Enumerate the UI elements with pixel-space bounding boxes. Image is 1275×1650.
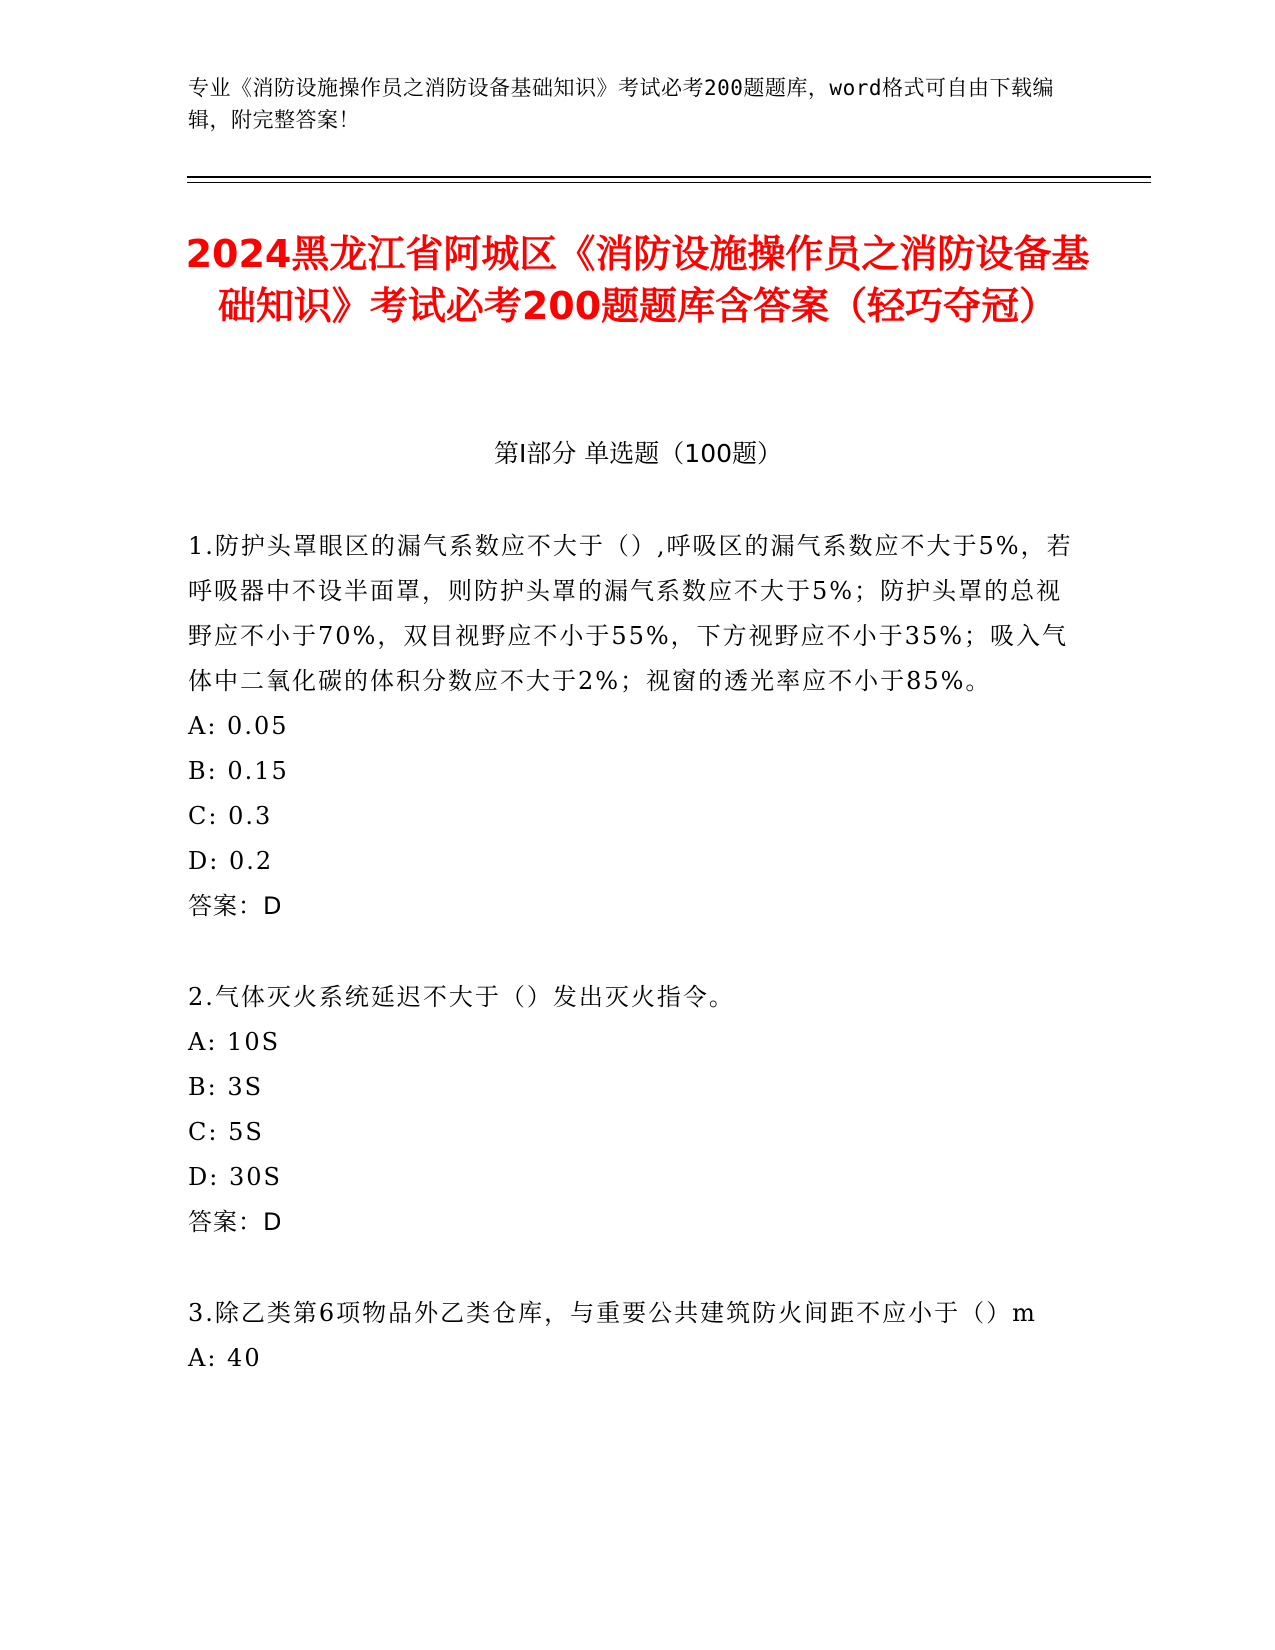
header-divider-thin: [187, 182, 1151, 183]
option-c: C: 0.3: [188, 802, 273, 830]
option-b: B: 3S: [188, 1073, 264, 1101]
option-b: B: 0.15: [188, 757, 289, 785]
option-d: D: 0.2: [188, 847, 274, 875]
question-stem: 2.气体灭火系统延迟不大于（）发出灭火指令。: [188, 983, 735, 1011]
question-3: [188, 1291, 1078, 1381]
question-stem: 1.防护头罩眼区的漏气系数应不大于（）,呼吸区的漏气系数应不大于5%，若呼吸器中不设半面罩，则防护头罩的漏气系数应不大于5%；防护头罩的总视野应不小于70%，双目视野应不小于55%，下方视野应不小于35%；吸入气体中二氧化碳的体积分数应不大于2%；视窗的透光率应不小于85%。: [188, 532, 1073, 695]
option-a: A: 10S: [188, 1028, 281, 1056]
question-list: [188, 524, 1078, 1427]
question-2: [188, 975, 1078, 1245]
answer-line: 答案：D: [188, 892, 283, 920]
header-note: 专业《消防设施操作员之消防设备基础知识》考试必考200题题库，word格式可自由下载编辑，附完整答案！: [188, 76, 1054, 132]
question-1: [188, 524, 1078, 929]
answer-line: 答案：D: [188, 1208, 283, 1236]
option-c: C: 5S: [188, 1118, 264, 1146]
option-d: D: 30S: [188, 1163, 282, 1191]
question-stem: 3.除乙类第6项物品外乙类仓库，与重要公共建筑防火间距不应小于（）m: [188, 1299, 1037, 1327]
option-a: A: 40: [188, 1344, 262, 1372]
section-title: 第I部分 单选题（100题）: [493, 439, 783, 468]
document-title: 2024黑龙江省阿城区《消防设施操作员之消防设备基础知识》考试必考200题题库含答案（轻巧夺冠）: [185, 232, 1090, 328]
header-divider-thick: [187, 176, 1151, 178]
option-a: A: 0.05: [188, 712, 289, 740]
